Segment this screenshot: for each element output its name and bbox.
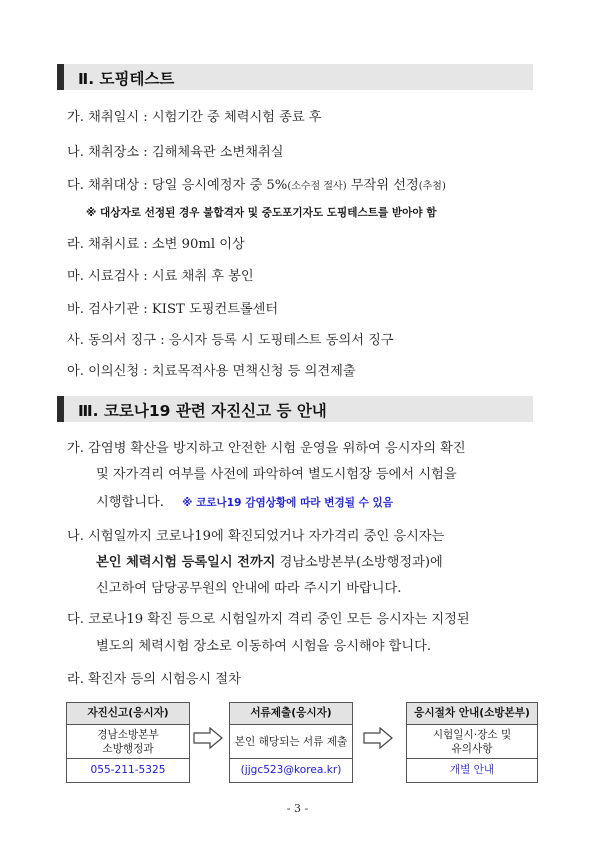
flow-step-contact: 055-211-5325: [90, 764, 166, 776]
list-item-text: 다. 채취대상 : 당일 응시예정자 중 5%: [67, 178, 288, 193]
flow-step-header: 자진신고(응시자): [67, 703, 189, 725]
section-header-doping: [57, 64, 533, 90]
flow-step-document: [229, 702, 353, 783]
flow-step-body-line: 소방행정과: [102, 742, 154, 755]
flow-step-body-line: 본인 해당되는 서류 제출: [234, 735, 348, 748]
list-item: 아. 이의신청 : 치료목적사용 면책신청 등 의견제출: [67, 364, 356, 379]
list-item: 나. 채취장소 : 김해체육관 소변채취실: [67, 145, 284, 160]
list-item-text: 무작위 선정: [346, 178, 419, 193]
list-item: [67, 174, 446, 193]
flow-step-body-line: 유의사항: [451, 742, 493, 755]
paragraph-line: 다. 코로나19 확진 등으로 시험일까지 격리 중인 모든 응시자는 지정된: [67, 612, 470, 627]
list-item-note: (추첨): [418, 181, 446, 192]
flow-step-self-report: [66, 702, 190, 783]
arrow-right-icon: [363, 727, 393, 749]
flow-step-guidance: [406, 702, 538, 783]
flow-step-body: [407, 725, 537, 759]
paragraph-text: 시행합니다.: [96, 495, 164, 510]
section-title: Ⅱ. 도핑테스트: [78, 70, 175, 88]
emphasis-text: 본인 체력시험 등록일시 전까지: [96, 555, 276, 570]
paragraph-line: 신고하여 담당공무원의 안내에 따라 주시기 바랍니다.: [96, 581, 402, 596]
paragraph-line: [96, 551, 443, 570]
arrow-right-icon: [193, 727, 223, 749]
flow-step-contact: 개별 안내: [449, 764, 495, 776]
list-item: 사. 동의서 징구 : 응시자 등록 시 도핑테스트 동의서 징구: [67, 333, 394, 348]
flow-step-header: 응시절차 안내(소방본부): [407, 703, 537, 725]
flow-step-body-line: 경남소방본부: [97, 728, 159, 741]
paragraph-line: 나. 시험일까지 코로나19에 확진되었거나 자가격리 중인 응시자는: [67, 529, 445, 544]
section-header-corona: [57, 396, 533, 422]
list-item: 라. 채취시료 : 소변 90ml 이상: [67, 237, 245, 252]
corona-change-note: ※ 코로나19 감염상황에 따라 변경될 수 있음: [182, 497, 393, 509]
flow-step-body: [230, 725, 352, 759]
page-number: - 3 -: [286, 802, 309, 815]
paragraph-line: 가. 감염병 확산을 방지하고 안전한 시험 운영을 위하여 응시자의 확진: [67, 441, 466, 456]
flow-step-body: [67, 725, 189, 759]
paragraph-line: 라. 확진자 등의 시험응시 절차: [67, 672, 241, 687]
paragraph-line: 및 자가격리 여부를 사전에 파악하여 별도시험장 등에서 시험을: [96, 467, 457, 482]
list-item-note: (소수점 절사): [287, 181, 347, 192]
flow-step-body-line: 시험일시·장소 및: [432, 728, 512, 741]
list-item: 바. 검사기관 : KIST 도핑컨트롤센터: [67, 302, 279, 317]
doping-note: ※ 대상자로 선정된 경우 불합격자 및 중도포기자도 도핑테스트를 받아야 함: [86, 207, 437, 219]
list-item: 마. 시료검사 : 시료 채취 후 봉인: [67, 269, 254, 284]
paragraph-line: [96, 491, 393, 510]
section-title: Ⅲ. 코로나19 관련 자진신고 등 안내: [78, 402, 327, 420]
flow-step-contact: (jjgc523@korea.kr): [240, 764, 342, 776]
flow-step-header: 서류제출(응시자): [230, 703, 352, 725]
paragraph-line: 별도의 체력시험 장소로 이동하여 시험을 응시해야 합니다.: [96, 639, 432, 654]
list-item: 가. 채취일시 : 시험기간 중 체력시험 종료 후: [67, 110, 322, 125]
paragraph-text: 경남소방본부(소방행정과)에: [275, 555, 443, 570]
